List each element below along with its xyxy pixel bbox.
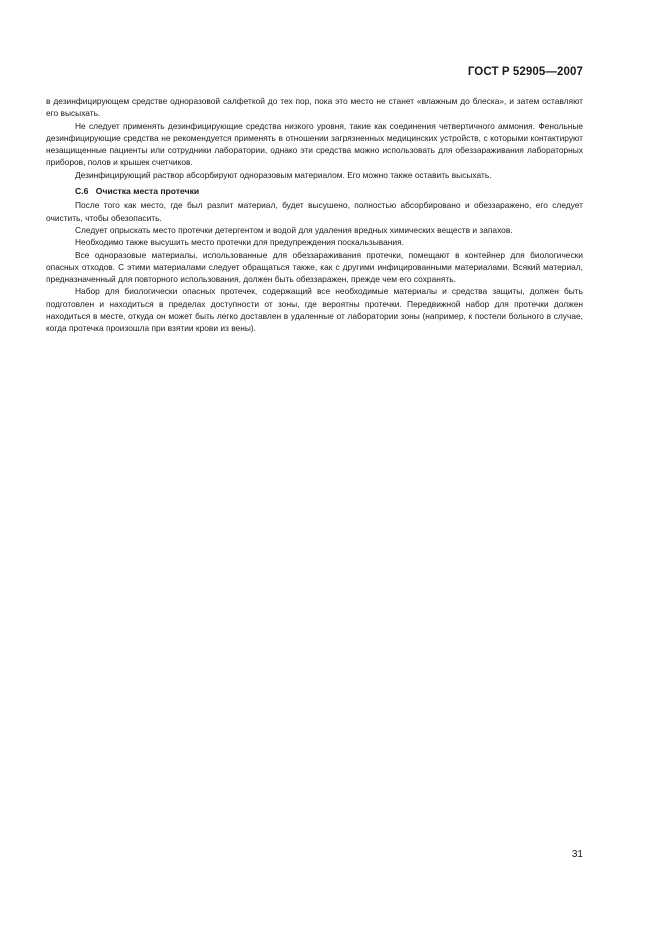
paragraph: Следует опрыскать место протечки детергентом и водой для удаления вредных химических веществ и запахов.: [75, 224, 513, 235]
paragraph: После того как место, где был разлит материал, будет высушено, полностью абсорбировано и обеззаражено, его следует очистить, чтобы обезопасить.: [46, 200, 583, 223]
paragraph: Не следует применять дезинфицирующие средства низкого уровня, такие как соединения четвертичного аммония. Фенольные дезинфицирующие средства не рекомендуется применять в отношении загрязненных медицинских устройств, с которыми контактируют незащищенные пациенты или сотрудники лаборатории, однако эти средства можно использовать для обеззараживания лабораторных приборов, полов и крышек счетчиков.: [46, 120, 583, 168]
paragraph: Набор для биологически опасных протечек, содержащий все необходимые материалы и средства защиты, должен быть подготовлен и находиться в пределах доступности от зоны, где вероятны протечки. Передвижной набор для протечки должен находиться в месте, откуда он может быть легко доставлен в удаленные от лаборатории зоны (например, к постели больного в случае, когда протечка произошла при взятии крови из вены).: [46, 286, 583, 334]
document-header: [468, 66, 583, 78]
paragraph: Необходимо также высушить место протечки для предупреждения поскальзывания.: [75, 237, 404, 248]
page-number: 31: [571, 849, 583, 860]
document-body: [46, 95, 583, 335]
paragraph: Все одноразовые материалы, использованные для обеззараживания протечки, помещают в контейнер для биологически опасных отходов. С этими материалами следует обращаться также, как с другими инфицированными материалами. Всякий материал, предназначенный для повторного использования, должен быть обеззаражен, прежде чем его сохранять.: [46, 249, 583, 285]
section-title: Очистка места протечки: [95, 186, 200, 197]
section-number: С.6: [75, 186, 89, 197]
standard-code: ГОСТ Р 52905—2007: [467, 66, 583, 78]
paragraph: Дезинфицирующий раствор абсорбируют одноразовым материалом. Его можно также оставить высыхать.: [75, 169, 492, 180]
section-heading: [46, 185, 583, 197]
paragraph-continuation: в дезинфицирующем средстве одноразовой салфеткой до тех пор, пока это место не станет «влажным до блеска», и затем оставляют его высыхать.: [46, 96, 583, 119]
